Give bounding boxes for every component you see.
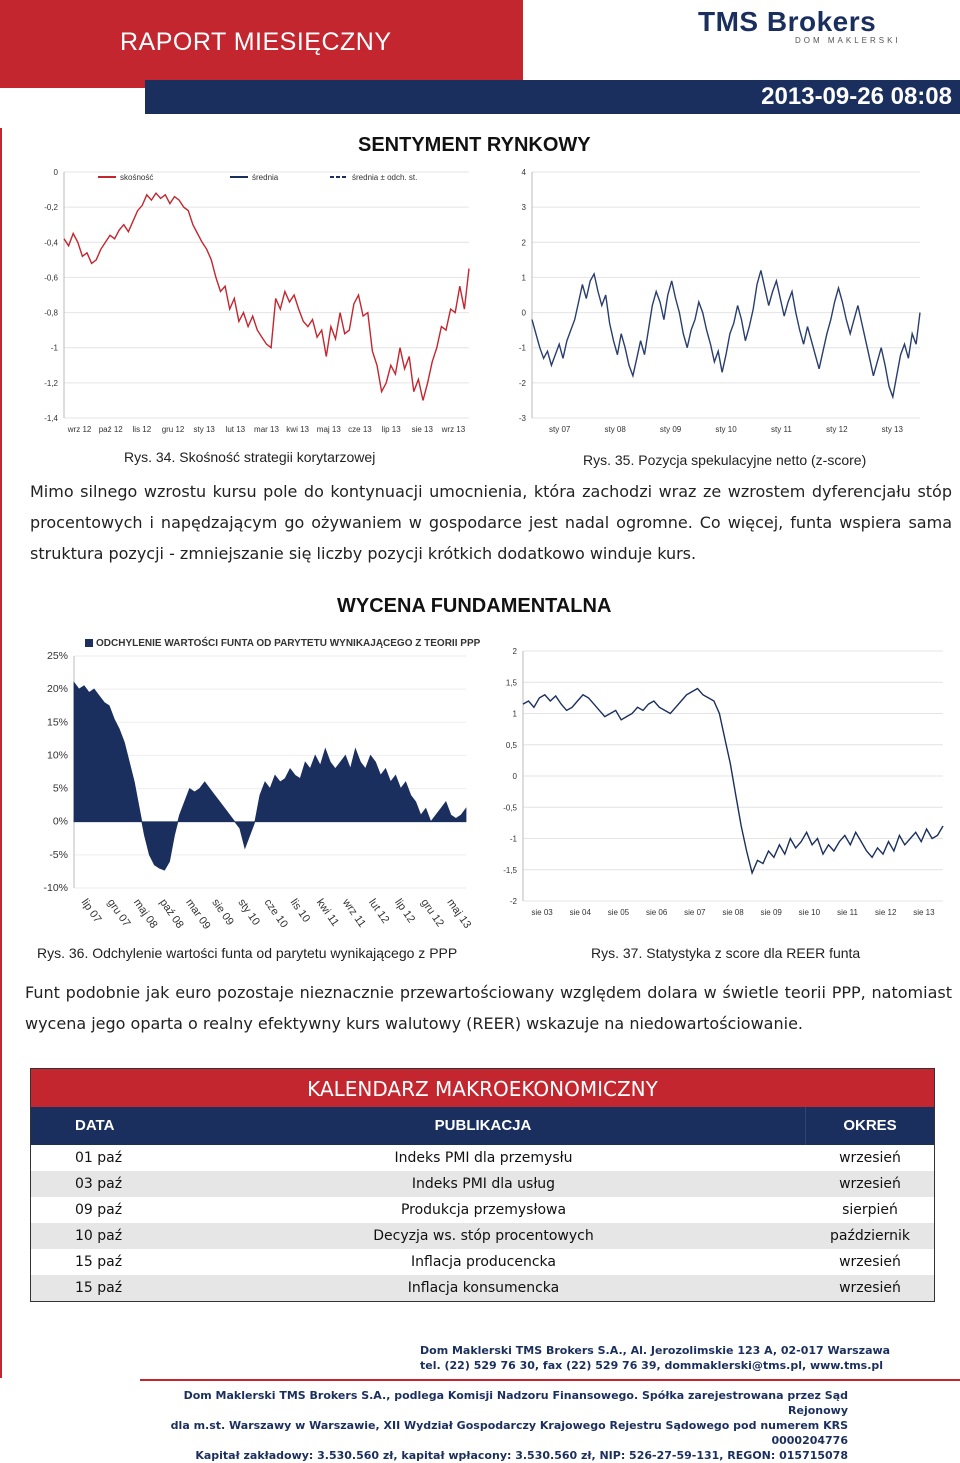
cell-publication: Inflacja producencka [411,1254,556,1270]
y-tick-label: 10% [46,749,68,762]
x-tick-label: gru 12 [161,425,185,434]
series-area [74,683,466,871]
x-tick-label: lip 13 [381,425,401,434]
series-line [64,193,469,400]
y-tick-label: 1,5 [505,678,517,688]
y-tick-label: 1 [512,709,517,719]
x-tick-label: sie 11 [837,908,858,917]
legend-label: średnia ± odch. st. [352,173,418,182]
y-tick-label: 0 [521,308,526,318]
series-line [532,270,920,397]
chart-ppp-deviation [30,630,480,935]
y-tick-label: -1,4 [44,414,58,423]
y-tick-label: -1,2 [44,378,58,388]
cell-publication: Decyzja ws. stóp procentowych [373,1228,594,1244]
x-tick-label: maj 08 [130,896,160,931]
y-tick-label: -0,5 [503,803,517,813]
y-tick-label: 20% [46,683,68,696]
left-red-rule [0,128,2,1378]
logo-text: TMS Brokers [698,6,877,37]
paragraph-sentiment: Mimo silnego wzrostu kursu pole do kontynuacji umocnienia, która zachodzi wraz ze wzrostem dyferencjału stóp procentowych i napędzającym go ożywaniem w gospodarce jest nadal ogromne. Co więcej, funta wspiera sama struktura pozycji - zmniejszanie się liczby pozycji krótkich dodatkowo winduje kurs. [30,482,952,563]
x-tick-label: sty 08 [604,425,626,434]
y-tick-label: 0,5 [505,740,517,750]
calendar-title: KALENDARZ MAKROEKONOMICZNY [31,1069,934,1107]
x-tick-label: lis 12 [132,425,152,434]
legend-label: ODCHYLENIE WARTOŚCI FUNTA OD PARYTETU WYNIKAJĄCEGO Z TEORII PPP [96,638,480,649]
cell-publication: Indeks PMI dla usług [411,1176,556,1192]
x-tick-label: kwi 11 [313,896,342,929]
x-tick-label: sty 10 [235,896,263,928]
y-tick-label: 2 [521,238,526,248]
cell-period: wrzesień [839,1150,901,1166]
y-tick-label: -2 [518,378,526,388]
y-tick-label: 5% [52,782,68,795]
caption-fig34: Rys. 34. Skośność strategii korytarzowej [124,449,376,465]
x-tick-label: kwi 13 [286,425,309,434]
x-tick-label: sty 13 [881,425,903,434]
cell-period: październik [830,1228,910,1244]
chart-skewness [30,160,485,440]
macro-calendar-table [30,1068,935,1302]
x-tick-label: mar 09 [183,896,213,932]
y-tick-label: -0,4 [44,238,58,248]
y-tick-label: -1 [518,343,526,353]
x-tick-label: gru 12 [418,896,447,930]
y-tick-label: 0 [512,772,517,781]
cell-period: sierpień [842,1202,898,1218]
x-tick-label: wrz 13 [441,425,466,434]
table-row [31,1249,934,1275]
footer-contact [420,1343,890,1373]
cell-date: 15 paź [75,1280,123,1296]
footer-legal-1: Dom Maklerski TMS Brokers S.A., podlega Komisji Nadzoru Finansowego. Spółka zarejestrowana przez Sąd Rejonowy [183,1389,848,1417]
x-tick-label: lut 13 [225,425,246,434]
footer-address: Dom Maklerski TMS Brokers S.A., Al. Jerozolimskie 123 A, 02-017 Warszawa [420,1344,891,1357]
y-tick-label: -1 [509,834,517,844]
x-tick-label: sie 10 [798,908,821,917]
y-tick-label: -2 [509,897,517,906]
cell-publication: Indeks PMI dla przemysłu [394,1150,573,1166]
x-tick-label: sie 04 [569,908,591,917]
x-tick-label: paź 12 [98,425,123,434]
x-tick-label: sie 08 [722,908,744,917]
header-period: OKRES [805,1107,934,1145]
cell-date: 09 paź [75,1202,123,1218]
x-tick-label: maj 13 [444,896,474,931]
report-datetime: 2013-09-26 08:08 [761,83,952,110]
y-tick-label: -1 [50,343,58,353]
legend-label: skośność [120,173,154,182]
caption-fig36: Rys. 36. Odchylenie wartości funta od parytetu wynikającego z PPP [37,945,458,961]
x-tick-label: sty 13 [193,425,215,434]
y-tick-label: 0% [52,815,68,828]
y-tick-label: 0 [53,168,58,177]
cell-period: wrzesień [839,1280,901,1296]
logo-subtitle: DOM MAKLERSKI [795,36,901,45]
x-tick-label: sie 13 [411,425,433,434]
header-date: DATA [75,1117,115,1134]
x-tick-label: lip 12 [392,896,418,926]
x-tick-label: sie 09 [209,896,236,928]
x-tick-label: sie 13 [913,908,935,917]
x-tick-label: maj 13 [316,425,341,434]
series-line [523,689,943,873]
x-tick-label: cze 10 [261,896,290,931]
footer-phone: tel. (22) 529 76 30, fax (22) 529 76 39, dommaklerski@tms.pl, www.tms.pl [420,1359,884,1372]
x-tick-label: sty 11 [771,425,792,434]
x-tick-label: cze 13 [348,425,372,434]
y-tick-label: -1,5 [503,865,517,875]
x-tick-label: paź 08 [157,896,186,931]
table-row [31,1197,934,1223]
table-row [31,1223,934,1249]
legend-label: średnia [252,173,279,182]
section-title-sentiment: SENTYMENT RYNKOWY [358,134,591,156]
x-tick-label: wrz 11 [339,896,368,930]
report-title: RAPORT MIESIĘCZNY [120,28,392,56]
section-title-valuation: WYCENA FUNDAMENTALNA [337,595,612,617]
x-tick-label: wrz 12 [67,425,92,434]
chart-net-speculative-position [500,160,930,440]
x-tick-label: sie 03 [531,908,553,917]
y-tick-label: 4 [521,168,526,177]
x-tick-label: sty 07 [549,425,571,434]
cell-date: 10 paź [75,1228,123,1244]
footer-legal-2: dla m.st. Warszawy w Warszawie, XII Wydział Gospodarczy Krajowego Rejestru Sądowego pod numerem KRS 0000204776 [170,1419,848,1447]
caption-fig37: Rys. 37. Statystyka z score dla REER funta [591,945,861,961]
x-tick-label: lis 10 [287,896,313,925]
x-tick-label: lip 07 [78,896,104,926]
table-row [31,1145,934,1171]
y-tick-label: -0,8 [44,308,58,318]
cell-publication: Produkcja przemysłowa [400,1202,567,1218]
tms-logo [698,6,876,38]
x-tick-label: sty 12 [826,425,848,434]
y-tick-label: -3 [518,414,526,423]
table-row [31,1171,934,1197]
header-publication: PUBLIKACJA [434,1117,532,1134]
table-row [31,1275,934,1301]
y-tick-label: -0,6 [44,273,58,283]
y-tick-label: 1 [521,273,526,283]
cell-period: wrzesień [839,1254,901,1270]
x-tick-label: sty 10 [715,425,737,434]
x-tick-label: sty 09 [659,425,682,434]
calendar-header-row [31,1107,934,1145]
calendar-body [31,1145,934,1301]
legend-swatch [85,639,93,647]
cell-date: 03 paź [75,1176,123,1192]
cell-date: 01 paź [75,1150,123,1166]
cell-date: 15 paź [75,1254,123,1270]
cell-publication: Inflacja konsumencka [407,1280,560,1296]
x-tick-label: sie 07 [684,908,706,917]
x-tick-label: gru 07 [104,896,133,930]
x-tick-label: mar 13 [254,425,279,434]
y-tick-label: 2 [512,647,517,656]
footer-red-rule [140,1379,960,1381]
y-tick-label: 3 [521,203,526,213]
paragraph-valuation: Funt podobnie jak euro pozostaje nieznacznie przewartościowany względem dolara w świetle teorii PPP, natomiast wycena jego oparta o realny efektywny kurs walutowy (REER) wskazuje na niedowartościowanie. [25,983,952,1033]
caption-fig35: Rys. 35. Pozycja spekulacyjne netto (z-score) [583,452,867,468]
cell-period: wrzesień [839,1176,901,1192]
y-tick-label: -10% [43,882,68,894]
y-tick-label: -5% [49,848,68,861]
x-tick-label: sie 05 [607,908,630,917]
footer-legal-3: Kapitał zakładowy: 3.530.560 zł, kapitał wpłacony: 3.530.560 zł, NIP: 526-27-59-131, REGON: 015715078 [195,1449,848,1462]
x-tick-label: sie 06 [645,908,668,917]
footer-legal [168,1388,848,1463]
x-tick-label: sie 09 [760,908,782,917]
x-tick-label: sie 12 [875,908,897,917]
y-tick-label: 25% [46,650,68,662]
y-tick-label: -0,2 [44,203,58,213]
y-tick-label: 15% [46,716,68,729]
x-tick-label: lut 12 [366,896,392,926]
chart-reer-zscore [495,640,950,925]
